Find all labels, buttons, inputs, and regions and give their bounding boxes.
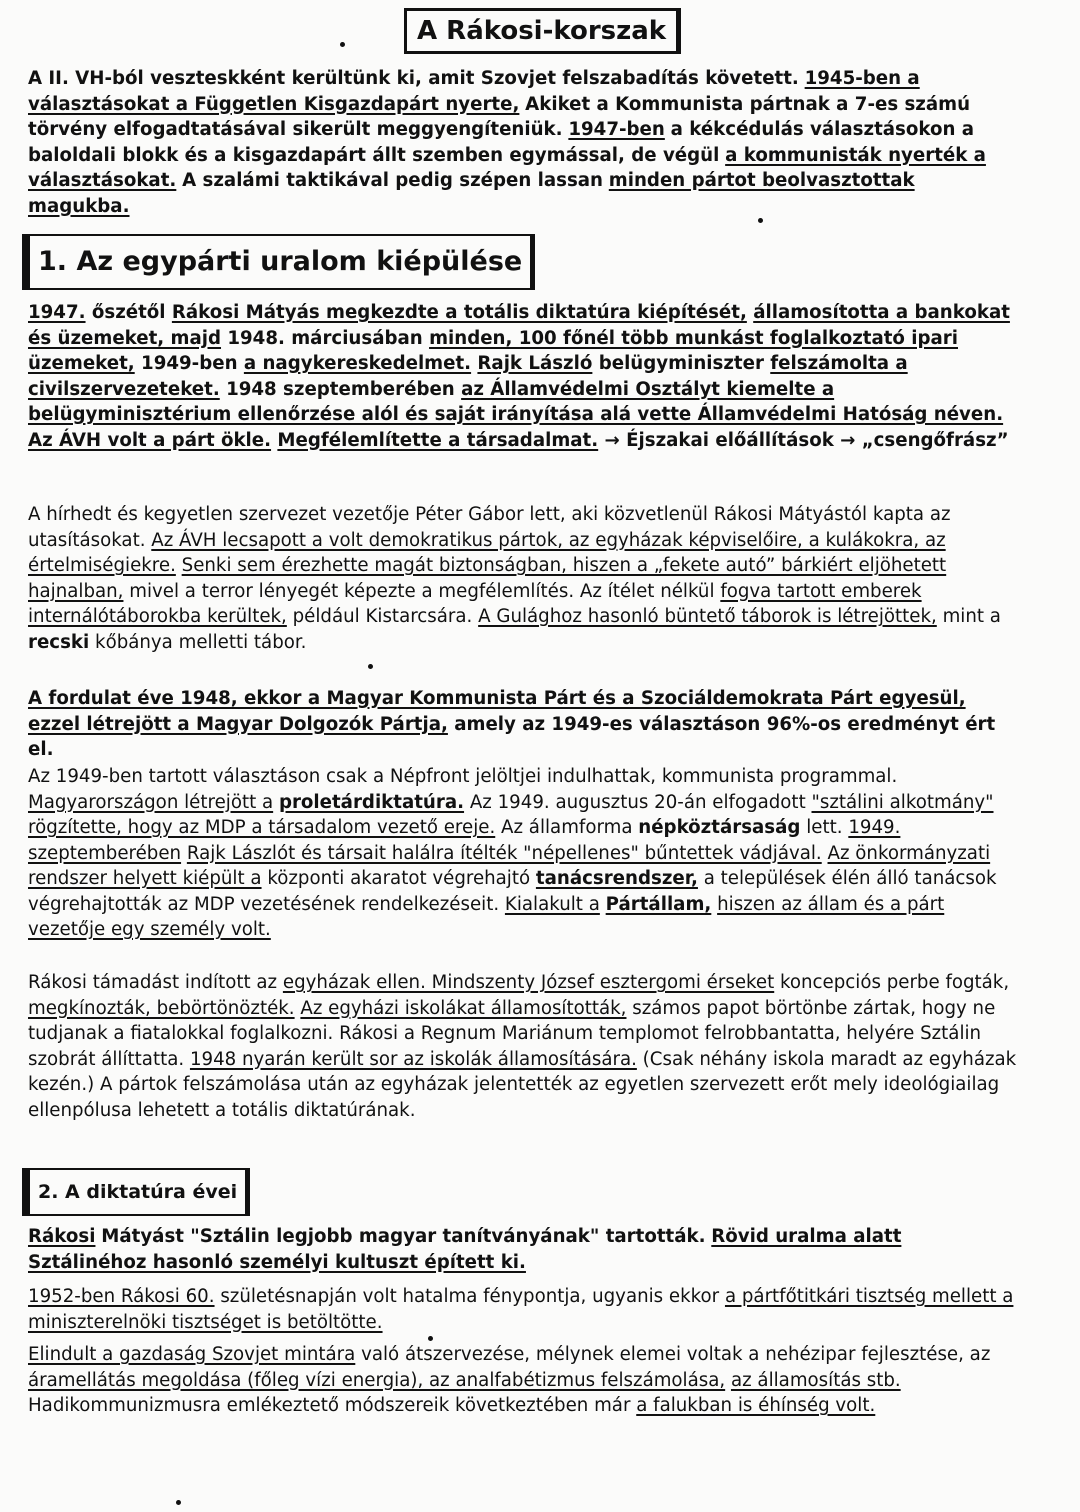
s1p4-s4: Az 1949. augusztus 20-án elfogadott [469, 791, 806, 813]
page-title: A Rákosi-korszak [404, 8, 681, 54]
s2p3-s1: Elindult a gazdaság Szovjet mintára [28, 1344, 356, 1365]
s1p2-s1: A hírhedt és kegyetlen szervezet vezetője Péter Gábor lett, aki közvetlenül Rákosi Mátyástól kapta az utasításokat. [28, 504, 951, 551]
s1p4-s12: központi akaratot végrehajtó [267, 868, 531, 889]
section-2-paragraph-2 [28, 1284, 1018, 1335]
s1p5-s1: Rákosi támadást indított az [28, 972, 278, 993]
s1p1-s3: Rákosi Mátyás megkezdte a totális diktatúra kiépítését, [171, 302, 747, 323]
section-1-paragraph-2 [28, 502, 1018, 655]
s1p4-s17: hiszen az állam és a párt vezetője egy személy volt. [28, 893, 945, 940]
s2p3-s6: a falukban is éhínség volt. [636, 1395, 876, 1416]
s1p2-s7: A Gulághoz hasonló büntető táborok is létrejöttek, [478, 606, 937, 627]
s1p5-s3: koncepciós perbe fogták, [780, 972, 1010, 993]
s1p1-s11: felszámolta a civilszervezeteket. [28, 353, 908, 400]
section-1-heading: 1. Az egypárti uralom kiépülése [22, 234, 535, 290]
s1p1-s8: a nagykereskedelmet. [243, 353, 472, 374]
s1p4-s8: lett. [806, 817, 843, 838]
s1p4-s2: Magyarországon létrejött a [28, 791, 274, 813]
s1p2-s4: mivel a terror lényegét képezte a megfélemlítés. Az ítélet nélkül [129, 580, 715, 602]
intro-s7: A szalámi taktikával pedig szépen lassan [182, 170, 603, 191]
s2p3-s4: az államosítás stb. [730, 1369, 901, 1391]
s1p2-s5: fogva tartott emberek internálótáborokba kerültek, [28, 580, 922, 627]
intro-paragraph [28, 66, 1018, 219]
s2p2-s2: születésnapján volt hatalma fénypontja, ugyanis ekkor [220, 1286, 720, 1307]
s1p4-s1: Az 1949-ben tartott választáson csak a Népfront jelöltjei indulhattak, kommunista programmal. [28, 766, 898, 787]
s1p2-s8: mint a [942, 606, 1001, 627]
s2p1-s1: Rákosi [28, 1226, 96, 1247]
section-2-paragraph-3 [28, 1342, 1018, 1419]
s2p2-s1: 1952-ben Rákosi 60. [28, 1286, 215, 1307]
s1p3-s2: amely az 1949-es választáson 96%-os eredményt ért el. [28, 713, 996, 760]
section-1-paragraph-3 [28, 686, 1018, 763]
s1p5-s8: (Csak néhány iskola maradt az egyházak kezén.) A pártok felszámolása után az egyházak jelentették az egyetlen szervezett erőt mely ideológiailag ellenpólusa lehetett a totális diktatúrának. [28, 1048, 1017, 1121]
s1p4-s15: Kialakult a [504, 893, 600, 915]
s1p4-s16: Pártállam, [605, 893, 712, 915]
s1p3-s1: A fordulat éve 1948, ekkor a Magyar Kommunista Párt és a Szociáldemokrata Párt egyesül, ezzel létrejött a Magyar Dolgozók Pártja, [28, 688, 966, 735]
s1p4-s7: népköztársaság [638, 817, 801, 838]
s1p5-s7: 1948 nyarán került sor az iskolák államosítására. [189, 1048, 637, 1070]
s1p5-s2: egyházak ellen. Mindszenty József esztergomi érseket [282, 972, 775, 993]
s1p4-s3: proletárdiktatúra. [278, 791, 465, 813]
section-2-heading: 2. A diktatúra évei [22, 1168, 250, 1216]
s1p2-s6: például Kistarcsára. [292, 606, 473, 627]
s1p4-s9: 1949. szeptemberében [28, 817, 901, 864]
s1p1-s14: Az ÁVH volt a párt ökle. [28, 429, 272, 451]
s1p1-s15: Megfélemlítette a társadalmat. [277, 429, 599, 451]
intro-s4: 1947-ben [568, 119, 665, 140]
s1p1-s12: 1948 szeptemberében [226, 378, 455, 400]
s1p4-s13: tanácsrendszer, [535, 868, 698, 889]
section-2-paragraph-1 [28, 1224, 1018, 1275]
s1p2-s10: kőbánya melletti tábor. [95, 631, 307, 653]
s2p1-s3: Rövid uralma alatt Sztálinéhoz hasonló személyi kultuszt épített ki. [28, 1226, 902, 1273]
s1p4-s5: "sztálini alkotmány" rögzítette, hogy az MDP a társadalom vezető ereje. [28, 791, 994, 838]
scan-speck [758, 218, 763, 223]
s1p1-s10: belügyminiszter [598, 353, 764, 374]
s1p1-s5: 1948. márciusában [227, 327, 423, 349]
intro-s8: minden pártot beolvasztottak magukba. [28, 170, 915, 217]
s1p4-s11: Az önkormányzati rendszer helyett kiépült a [28, 842, 991, 889]
section-1-paragraph-5 [28, 970, 1018, 1123]
s1p2-s2: Az ÁVH lecsapott a volt demokratikus pártok, az egyházak képviselőire, a kulákokra, az értelmiségiekre. [28, 529, 946, 576]
scan-speck [340, 42, 345, 47]
intro-s2: 1945-ben a választásokat a Független Kisgazdapárt nyerte, [28, 68, 920, 115]
section-1-paragraph-1 [28, 300, 1018, 453]
s2p1-s2: Mátyást "Sztálin legjobb magyar tanítványának" tartották. [101, 1226, 706, 1247]
s2p3-s5: Hadikommunizmusra emlékeztető módszereik következtében már [28, 1395, 631, 1416]
s2p2-s3: a pártfőtitkári tisztség mellett a miniszterelnöki tisztséget is betöltötte. [28, 1286, 1014, 1333]
s2p3-s3: áramellátás megoldása (főleg vízi energia), az analfabétizmus felszámolása, [28, 1369, 726, 1391]
s1p2-s3: Senki sem érezhette magát biztonságban, hiszen a „fekete autó” bárkiért eljöhetett hajnalban, [28, 555, 947, 602]
s1p1-s7: 1949-ben [141, 353, 238, 374]
s1p4-s10: Rajk Lászlót és társait halálra ítélték "népellenes" bűntettek vádjával. [186, 842, 822, 864]
intro-s5: a kékcédulás választásokon a baloldali blokk és a kisgazdapárt állt szemben egymással, de végül [28, 119, 975, 166]
s1p4-s14: a települések élén álló tanácsok végrehajtották az MDP vezetésének rendelkezéseit. [28, 868, 997, 915]
s1p1-s4: államosította a bankokat és üzemeket, majd [28, 302, 1010, 349]
s1p2-s9: recski [28, 631, 90, 653]
s1p1-s16: → Éjszakai előállítások → „csengőfrász” [604, 429, 1009, 451]
s1p5-s6: számos papot börtönbe zártak, hogy ne tudjanak a fiatalokkal foglalkozni. Rákosi a Regnum Mariánum templomot felrobbantatta, helyére Sztálin szobrát állíttatta. [28, 997, 996, 1070]
s1p1-s9: Rajk László [477, 353, 593, 374]
s1p1-s6: minden, 100 főnél több munkást foglalkoztató ipari üzemeket, [28, 327, 958, 374]
intro-s3: Akiket a Kommunista pártnak a 7-es számú törvény elfogadtatásával sikerült meggyengíteniük. [28, 93, 971, 140]
intro-s1: A II. VH-ból veszteskként kerültünk ki, amit Szovjet felszabadítás követett. [28, 68, 799, 89]
s1p5-s5: Az egyházi iskolákat államosították, [300, 997, 627, 1019]
scan-speck [176, 1500, 181, 1505]
s2p3-s2: való átszervezése, mélynek elemei voltak a nehézipar fejlesztése, az [361, 1344, 991, 1365]
intro-s6: a kommunisták nyerték a választásokat. [28, 144, 986, 191]
s1p1-s2: őszétől [91, 302, 166, 323]
s1p1-s13: az Államvédelmi Osztályt kiemelte a belügyminisztérium ellenőrzése alól és saját irányítása alá vette Államvédelmi Hatóság néven. [28, 378, 1004, 425]
s1p1-s1: 1947. [28, 302, 86, 323]
s1p4-s6: Az államforma [501, 817, 633, 838]
scan-speck [368, 664, 373, 669]
s1p5-s4: megkínozták, bebörtönözték. [28, 997, 295, 1019]
section-1-paragraph-4 [28, 764, 1018, 943]
scan-speck [428, 1336, 433, 1341]
